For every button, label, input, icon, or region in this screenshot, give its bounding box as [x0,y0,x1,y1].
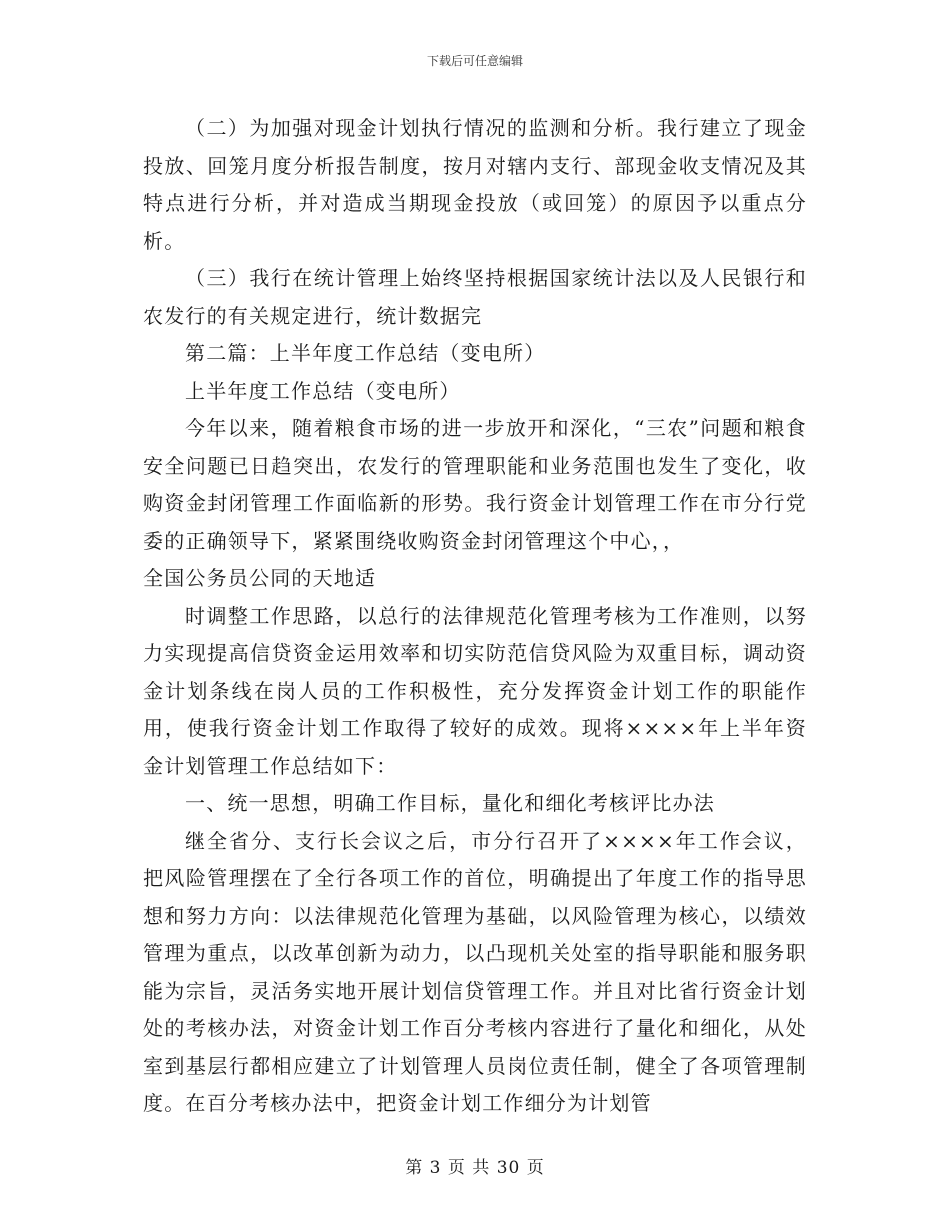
paragraph: 全国公务员公同的天地适 [143,566,377,590]
paragraph: （二）为加强对现金计划执行情况的监测和分析。我行建立了现金投放、回笼月度分析报告制度，按月对辖内支行、部现金收支情况及其特点进行分析，并对造成当期现金投放（或回笼）的原因予以重点分析。 [143,116,807,253]
paragraph: 时调整工作思路，以总行的法律规范化管理考核为工作准则，以努力实现提高信贷资金运用效率和切实防范信贷风险为双重目标，调动资金计划条线在岗人员的工作积极性，充分发挥资金计划工作的职能作用，使我行资金计划工作取得了较好的成效。现将××××年上半年资金计划管理工作总结如下： [143,603,807,778]
paragraph: 今年以来，随着粮食市场的进一步放开和深化，“三农”问题和粮食安全问题已日趋突出，农发行的管理职能和业务范围也发生了变化，收购资金封闭管理工作面临新的形势。我行资金计划管理工作在市分行党委的正确领导下，紧紧围绕收购资金封闭管理这个中心，， [143,416,807,553]
total-pages-number: 30 [496,1158,521,1178]
page-label-mid: 页 共 [447,1158,491,1178]
section-title: 第二篇：上半年度工作总结（变电所） [185,341,546,365]
section-heading: 一、统一思想，明确工作目标，量化和细化考核评比办法 [185,791,715,815]
paragraph: （三）我行在统计管理上始终坚持根据国家统计法以及人民银行和农发行的有关规定进行，统计数据完 [143,266,807,328]
document-body [143,110,807,1123]
paragraph: 继全省分、支行长会议之后，市分行召开了××××年工作会议，把风险管理摆在了全行各项工作的首位，明确提出了年度工作的指导思想和努力方向：以法律规范化管理为基础，以风险管理为核心，以绩效管理为重点，以改革创新为动力，以凸现机关处室的指导职能和服务职能为宗旨，灵活务实地开展计划信贷管理工作。并且对比省行资金计划处的考核办法，对资金计划工作百分考核内容进行了量化和细化，从处室到基层行都相应建立了计划管理人员岗位责任制，健全了各项管理制度。在百分考核办法中，把资金计划工作细分为计划管 [143,828,807,1115]
page-footer [0,1153,950,1178]
page-label-suffix: 页 [526,1158,545,1178]
current-page-number: 3 [429,1158,442,1178]
section-subtitle: 上半年度工作总结（变电所） [185,378,461,403]
page-header: 下载后可任意编辑 [426,54,523,68]
page-label-prefix: 第 [405,1158,424,1178]
